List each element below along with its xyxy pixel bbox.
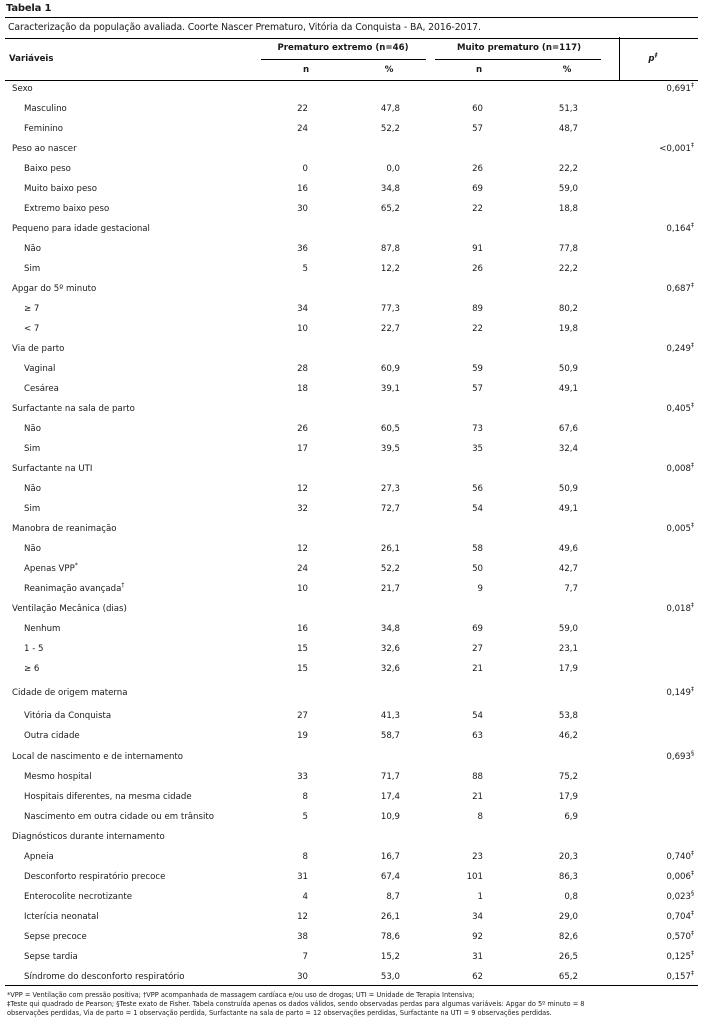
cell-pct-muito: 49,6 — [558, 544, 578, 554]
row-label — [24, 711, 111, 722]
cell-pct-extremo: 32,6 — [380, 664, 400, 674]
row-label — [24, 584, 124, 595]
cell-pct-muito: 75,2 — [558, 772, 578, 782]
row-label — [24, 424, 41, 435]
p-value-text: 0,018 — [666, 604, 691, 614]
row-label — [24, 164, 71, 175]
p-value-mark: ‡ — [691, 970, 694, 977]
cell-n-muito: 50 — [472, 564, 483, 574]
header-p: p‡ — [648, 52, 658, 64]
row-label-text: Local de nascimento e de internamento — [12, 752, 184, 762]
row-label-text: Sexo — [12, 84, 33, 94]
cell-n-extremo: 30 — [297, 972, 308, 982]
row-label-mark: † — [121, 582, 125, 589]
header-pct-1: % — [384, 65, 394, 75]
table-caption: Caracterização da população avaliada. Coorte Nascer Prematuro, Vitória da Conquista - BA, 2016-2017. — [8, 22, 481, 33]
cell-n-muito: 21 — [472, 664, 483, 674]
cell-n-extremo: 36 — [297, 244, 308, 254]
p-value-mark: ‡ — [691, 402, 694, 409]
cell-n-extremo: 12 — [297, 484, 308, 494]
cell-n-extremo: 8 — [302, 852, 308, 862]
p-value-mark: ‡ — [691, 282, 694, 289]
row-label-text: Surfactante na sala de parto — [12, 404, 135, 414]
category-label — [12, 752, 183, 763]
p-value-text: 0,006 — [666, 872, 691, 882]
cell-n-muito: 57 — [472, 124, 483, 134]
row-label-text: Apgar do 5º minuto — [12, 284, 97, 294]
row-label-text: Nascimento em outra cidade ou em trânsito — [24, 812, 214, 822]
cell-n-extremo: 30 — [297, 204, 308, 214]
cell-pct-muito: 17,9 — [558, 664, 578, 674]
row-label-text: Cesárea — [24, 384, 59, 394]
cell-pct-extremo: 26,1 — [380, 912, 400, 922]
cell-p-value — [659, 144, 694, 155]
p-value-mark: § — [691, 750, 694, 757]
category-label — [12, 832, 165, 843]
row-label — [24, 124, 63, 135]
cell-n-extremo: 15 — [297, 644, 308, 654]
cell-pct-extremo: 67,4 — [380, 872, 400, 882]
category-label — [12, 524, 116, 535]
row-label — [24, 484, 41, 495]
cell-pct-extremo: 78,6 — [380, 932, 400, 942]
cell-pct-extremo: 22,7 — [380, 324, 400, 334]
p-value-text: <0,001 — [659, 144, 691, 154]
cell-n-extremo: 10 — [297, 584, 308, 594]
row-label — [24, 624, 60, 635]
cell-n-muito: 92 — [472, 932, 483, 942]
category-label — [12, 284, 96, 295]
cell-p-value — [666, 604, 694, 615]
cell-n-muito: 34 — [472, 912, 483, 922]
cell-n-extremo: 10 — [297, 324, 308, 334]
cell-p-value — [666, 892, 694, 903]
cell-n-muito: 60 — [472, 104, 483, 114]
p-value-text: 0,570 — [666, 932, 691, 942]
row-label — [24, 872, 165, 883]
cell-n-muito: 59 — [472, 364, 483, 374]
category-label — [12, 404, 135, 415]
cell-n-extremo: 28 — [297, 364, 308, 374]
cell-p-value — [666, 404, 694, 415]
cell-n-extremo: 15 — [297, 664, 308, 674]
row-label — [24, 184, 97, 195]
cell-pct-muito: 46,2 — [558, 731, 578, 741]
cell-pct-extremo: 17,4 — [380, 792, 400, 802]
cell-pct-muito: 29,0 — [558, 912, 578, 922]
cell-pct-muito: 17,9 — [558, 792, 578, 802]
row-label-text: Extremo baixo peso — [24, 204, 110, 214]
row-label-text: Outra cidade — [24, 731, 80, 741]
cell-p-value — [666, 524, 694, 535]
cell-n-extremo: 31 — [297, 872, 308, 882]
cell-pct-muito: 20,3 — [558, 852, 578, 862]
cell-p-value — [666, 84, 694, 95]
p-value-mark: ‡ — [691, 686, 694, 693]
category-label — [12, 464, 92, 475]
row-label-text: Surfactante na UTI — [12, 464, 93, 474]
cell-n-extremo: 32 — [297, 504, 308, 514]
row-label-text: Sepse precoce — [24, 932, 87, 942]
p-value-mark: ‡ — [691, 602, 694, 609]
row-label-text: Sim — [24, 264, 41, 274]
p-value-mark: § — [691, 890, 694, 897]
p-value-text: 0,149 — [666, 688, 691, 698]
row-label — [24, 972, 185, 983]
row-label-text: Pequeno para idade gestacional — [12, 224, 150, 234]
cell-pct-extremo: 52,2 — [380, 124, 400, 134]
table-label: Tabela 1 — [6, 3, 52, 14]
row-label — [24, 104, 67, 115]
p-value-mark: ‡ — [691, 342, 694, 349]
row-label-text: Enterocolite necrotizante — [24, 892, 132, 902]
cell-pct-extremo: 87,8 — [380, 244, 400, 254]
cell-pct-muito: 6,9 — [564, 812, 578, 822]
p-value-text: 0,249 — [666, 344, 691, 354]
cell-p-value — [666, 688, 694, 699]
cell-n-muito: 57 — [472, 384, 483, 394]
cell-pct-extremo: 10,9 — [380, 812, 400, 822]
row-label-text: Via de parto — [12, 344, 65, 354]
footnote-3: observações perdidas, Via de parto = 1 observação perdida, Surfactante na sala de parto = 12 observações perdidas, Surfactante na UTI = 9 observações perdidas. — [7, 1009, 552, 1017]
header-n-2: n — [475, 65, 483, 75]
cell-pct-extremo: 34,8 — [380, 184, 400, 194]
cell-p-value — [666, 464, 694, 475]
cell-n-muito: 27 — [472, 644, 483, 654]
row-label-text: 1 - 5 — [24, 644, 44, 654]
cell-n-extremo: 22 — [297, 104, 308, 114]
cell-p-value — [666, 932, 694, 943]
cell-pct-muito: 19,8 — [558, 324, 578, 334]
cell-n-extremo: 7 — [302, 952, 308, 962]
row-label-text: Baixo peso — [24, 164, 71, 174]
category-label — [12, 344, 64, 355]
cell-n-muito: 58 — [472, 544, 483, 554]
row-label — [24, 892, 132, 903]
cell-n-muito: 1 — [477, 892, 483, 902]
cell-n-extremo: 26 — [297, 424, 308, 434]
row-label — [24, 812, 214, 823]
cell-p-value — [666, 952, 694, 963]
cell-pct-extremo: 26,1 — [380, 544, 400, 554]
row-label-text: Cidade de origem materna — [12, 688, 128, 698]
p-value-mark: ‡ — [691, 82, 694, 89]
row-label-text: Não — [24, 544, 41, 554]
cell-n-muito: 56 — [472, 484, 483, 494]
cell-n-muito: 21 — [472, 792, 483, 802]
cell-p-value — [666, 872, 694, 883]
row-label — [24, 564, 78, 575]
cell-pct-muito: 18,8 — [558, 204, 578, 214]
p-value-text: 0,008 — [666, 464, 691, 474]
cell-pct-muito: 49,1 — [558, 504, 578, 514]
p-value-text: 0,740 — [666, 852, 691, 862]
p-value-mark: ‡ — [691, 870, 694, 877]
cell-p-value — [666, 752, 694, 763]
cell-n-extremo: 0 — [302, 164, 308, 174]
row-label-text: Sim — [24, 444, 41, 454]
header-group-extremo: Prematuro extremo (n=46) — [277, 43, 409, 53]
cell-pct-muito: 32,4 — [558, 444, 578, 454]
cell-n-muito: 54 — [472, 711, 483, 721]
cell-pct-extremo: 52,2 — [380, 564, 400, 574]
footnote-2: ‡Teste qui quadrado de Pearson; §Teste exato de Fisher. Tabela construída apenas os dados válidos, sendo observadas perdas para algumas variáveis: Apgar do 5º minuto = 8 — [7, 1000, 585, 1008]
cell-n-extremo: 8 — [302, 792, 308, 802]
cell-pct-extremo: 77,3 — [380, 304, 400, 314]
row-label-text: Sim — [24, 504, 41, 514]
cell-pct-muito: 50,9 — [558, 484, 578, 494]
cell-n-muito: 73 — [472, 424, 483, 434]
p-value-mark: ‡ — [691, 950, 694, 957]
cell-n-muito: 88 — [472, 772, 483, 782]
cell-pct-muito: 23,1 — [558, 644, 578, 654]
cell-pct-muito: 80,2 — [558, 304, 578, 314]
p-value-text: 0,164 — [666, 224, 691, 234]
cell-n-muito: 8 — [477, 812, 483, 822]
row-label — [24, 792, 192, 803]
cell-n-extremo: 4 — [302, 892, 308, 902]
row-label — [24, 384, 59, 395]
cell-n-extremo: 12 — [297, 544, 308, 554]
row-label-text: Vitória da Conquista — [24, 711, 112, 721]
p-value-mark: ‡ — [691, 142, 694, 149]
row-label — [24, 504, 40, 515]
row-label — [24, 644, 44, 655]
cell-n-extremo: 27 — [297, 711, 308, 721]
cell-n-muito: 22 — [472, 204, 483, 214]
row-label-text: Icterícia neonatal — [24, 912, 99, 922]
p-value-text: 0,687 — [666, 284, 691, 294]
row-label — [24, 664, 39, 675]
cell-p-value — [666, 344, 694, 355]
header-group-muito-rule — [435, 59, 601, 60]
category-label — [12, 224, 150, 235]
p-value-mark: ‡ — [691, 522, 694, 529]
cell-n-extremo: 17 — [297, 444, 308, 454]
cell-pct-muito: 65,2 — [558, 972, 578, 982]
row-label — [24, 264, 40, 275]
row-label — [24, 852, 54, 863]
cell-pct-extremo: 21,7 — [380, 584, 400, 594]
cell-n-extremo: 24 — [297, 564, 308, 574]
row-label-text: Reanimação avançada — [24, 584, 122, 594]
row-label-text: Sepse tardia — [24, 952, 78, 962]
cell-n-muito: 26 — [472, 164, 483, 174]
row-label-text: < 7 — [24, 324, 40, 334]
cell-pct-muito: 59,0 — [558, 624, 578, 634]
cell-pct-extremo: 72,7 — [380, 504, 400, 514]
row-label-text: Peso ao nascer — [12, 144, 77, 154]
cell-pct-extremo: 65,2 — [380, 204, 400, 214]
row-label — [24, 304, 39, 315]
row-label — [24, 544, 41, 555]
cell-pct-muito: 50,9 — [558, 364, 578, 374]
cell-pct-extremo: 15,2 — [380, 952, 400, 962]
row-label-text: Muito baixo peso — [24, 184, 98, 194]
cell-pct-muito: 86,3 — [558, 872, 578, 882]
category-label — [12, 84, 33, 95]
cell-n-extremo: 16 — [297, 624, 308, 634]
cell-n-extremo: 18 — [297, 384, 308, 394]
row-label-text: Nenhum — [24, 624, 61, 634]
cell-pct-extremo: 60,9 — [380, 364, 400, 374]
cell-pct-muito: 42,7 — [558, 564, 578, 574]
cell-pct-muito: 59,0 — [558, 184, 578, 194]
cell-n-muito: 31 — [472, 952, 483, 962]
cell-p-value — [666, 912, 694, 923]
p-value-mark: ‡ — [691, 850, 694, 857]
cell-n-extremo: 5 — [302, 812, 308, 822]
footnote-1: *VPP = Ventilação com pressão positiva; †VPP acompanhada de massagem cardíaca e/ou uso de drogas; UTI = Unidade de Terapia Intensiva; — [7, 991, 475, 999]
row-label-text: ≥ 7 — [24, 304, 40, 314]
cell-pct-extremo: 0,0 — [386, 164, 400, 174]
cell-n-extremo: 5 — [302, 264, 308, 274]
row-label — [24, 204, 109, 215]
row-label — [24, 912, 99, 923]
cell-pct-muito: 77,8 — [558, 244, 578, 254]
row-label-text: Não — [24, 424, 41, 434]
header-group-muito: Muito prematuro (n=117) — [456, 43, 582, 53]
cell-n-extremo: 12 — [297, 912, 308, 922]
cell-pct-extremo: 41,3 — [380, 711, 400, 721]
cell-p-value — [666, 224, 694, 235]
caption-box — [5, 17, 698, 39]
table-header — [5, 37, 698, 81]
cell-pct-extremo: 34,8 — [380, 624, 400, 634]
cell-n-muito: 101 — [466, 872, 483, 882]
row-label-text: Vaginal — [24, 364, 56, 374]
row-label-text: Mesmo hospital — [24, 772, 92, 782]
cell-n-extremo: 34 — [297, 304, 308, 314]
row-label-text: Apneia — [24, 852, 54, 862]
cell-pct-muito: 51,3 — [558, 104, 578, 114]
cell-pct-extremo: 47,8 — [380, 104, 400, 114]
row-label-text: Hospitais diferentes, na mesma cidade — [24, 792, 192, 802]
cell-pct-muito: 7,7 — [564, 584, 578, 594]
cell-pct-muito: 22,2 — [558, 264, 578, 274]
cell-pct-extremo: 27,3 — [380, 484, 400, 494]
p-value-mark: ‡ — [691, 222, 694, 229]
cell-pct-muito: 49,1 — [558, 384, 578, 394]
p-value-mark: ‡ — [691, 930, 694, 937]
row-label — [24, 932, 87, 943]
cell-n-muito: 89 — [472, 304, 483, 314]
cell-n-muito: 63 — [472, 731, 483, 741]
cell-n-muito: 91 — [472, 244, 483, 254]
cell-pct-extremo: 12,2 — [380, 264, 400, 274]
cell-n-extremo: 33 — [297, 772, 308, 782]
cell-pct-muito: 82,6 — [558, 932, 578, 942]
category-label — [12, 144, 77, 155]
cell-p-value — [666, 284, 694, 295]
row-label-text: Diagnósticos durante internamento — [12, 832, 165, 842]
cell-pct-extremo: 39,1 — [380, 384, 400, 394]
cell-n-muito: 54 — [472, 504, 483, 514]
row-label-text: Apenas VPP — [24, 564, 75, 574]
p-value-text: 0,125 — [666, 952, 691, 962]
row-label — [24, 772, 92, 783]
cell-n-muito: 22 — [472, 324, 483, 334]
header-n-1: n — [302, 65, 310, 75]
cell-pct-extremo: 53,0 — [380, 972, 400, 982]
row-label-mark: * — [74, 562, 78, 569]
cell-pct-extremo: 71,7 — [380, 772, 400, 782]
cell-n-muito: 23 — [472, 852, 483, 862]
row-label — [24, 444, 40, 455]
p-value-text: 0,005 — [666, 524, 691, 534]
p-value-text: 0,693 — [666, 752, 691, 762]
row-label-text: Ventilação Mecânica (dias) — [12, 604, 127, 614]
cell-p-value — [666, 972, 694, 983]
cell-n-extremo: 38 — [297, 932, 308, 942]
cell-pct-extremo: 39,5 — [380, 444, 400, 454]
row-label — [24, 731, 80, 742]
cell-pct-muito: 67,6 — [558, 424, 578, 434]
cell-pct-muito: 53,8 — [558, 711, 578, 721]
row-label-text: ≥ 6 — [24, 664, 40, 674]
category-label — [12, 688, 127, 699]
row-label-text: Feminino — [24, 124, 64, 134]
p-value-text: 0,704 — [666, 912, 691, 922]
p-value-mark: ‡ — [691, 910, 694, 917]
row-label — [24, 244, 41, 255]
row-label-text: Síndrome do desconforto respiratório — [24, 972, 185, 982]
row-label-text: Não — [24, 244, 41, 254]
row-label-text: Masculino — [24, 104, 67, 114]
cell-pct-extremo: 58,7 — [380, 731, 400, 741]
cell-pct-muito: 0,8 — [564, 892, 578, 902]
cell-pct-muito: 48,7 — [558, 124, 578, 134]
p-value-text: 0,023 — [666, 892, 691, 902]
cell-pct-muito: 22,2 — [558, 164, 578, 174]
row-label — [24, 364, 55, 375]
row-label-text: Não — [24, 484, 41, 494]
cell-p-value — [666, 852, 694, 863]
row-label-text: Desconforto respiratório precoce — [24, 872, 166, 882]
cell-pct-extremo: 32,6 — [380, 644, 400, 654]
p-value-mark: ‡ — [691, 462, 694, 469]
cell-pct-extremo: 60,5 — [380, 424, 400, 434]
cell-n-muito: 26 — [472, 264, 483, 274]
header-pct-2: % — [562, 65, 572, 75]
p-value-text: 0,157 — [666, 972, 691, 982]
p-value-text: 0,691 — [666, 84, 691, 94]
p-value-text: 0,405 — [666, 404, 691, 414]
cell-n-muito: 62 — [472, 972, 483, 982]
cell-n-muito: 69 — [472, 184, 483, 194]
row-label — [24, 324, 39, 335]
cell-n-extremo: 24 — [297, 124, 308, 134]
cell-pct-muito: 26,5 — [558, 952, 578, 962]
cell-n-muito: 9 — [477, 584, 483, 594]
cell-n-muito: 69 — [472, 624, 483, 634]
cell-n-extremo: 19 — [297, 731, 308, 741]
header-p-divider — [619, 37, 620, 80]
row-label-text: Manobra de reanimação — [12, 524, 117, 534]
cell-pct-extremo: 16,7 — [380, 852, 400, 862]
category-label — [12, 604, 127, 615]
cell-n-extremo: 16 — [297, 184, 308, 194]
cell-pct-extremo: 8,7 — [386, 892, 400, 902]
cell-n-muito: 35 — [472, 444, 483, 454]
table-footer — [5, 985, 698, 1017]
header-variaveis: Variáveis — [9, 54, 54, 64]
row-label — [24, 952, 78, 963]
header-group-extremo-rule — [261, 59, 426, 60]
